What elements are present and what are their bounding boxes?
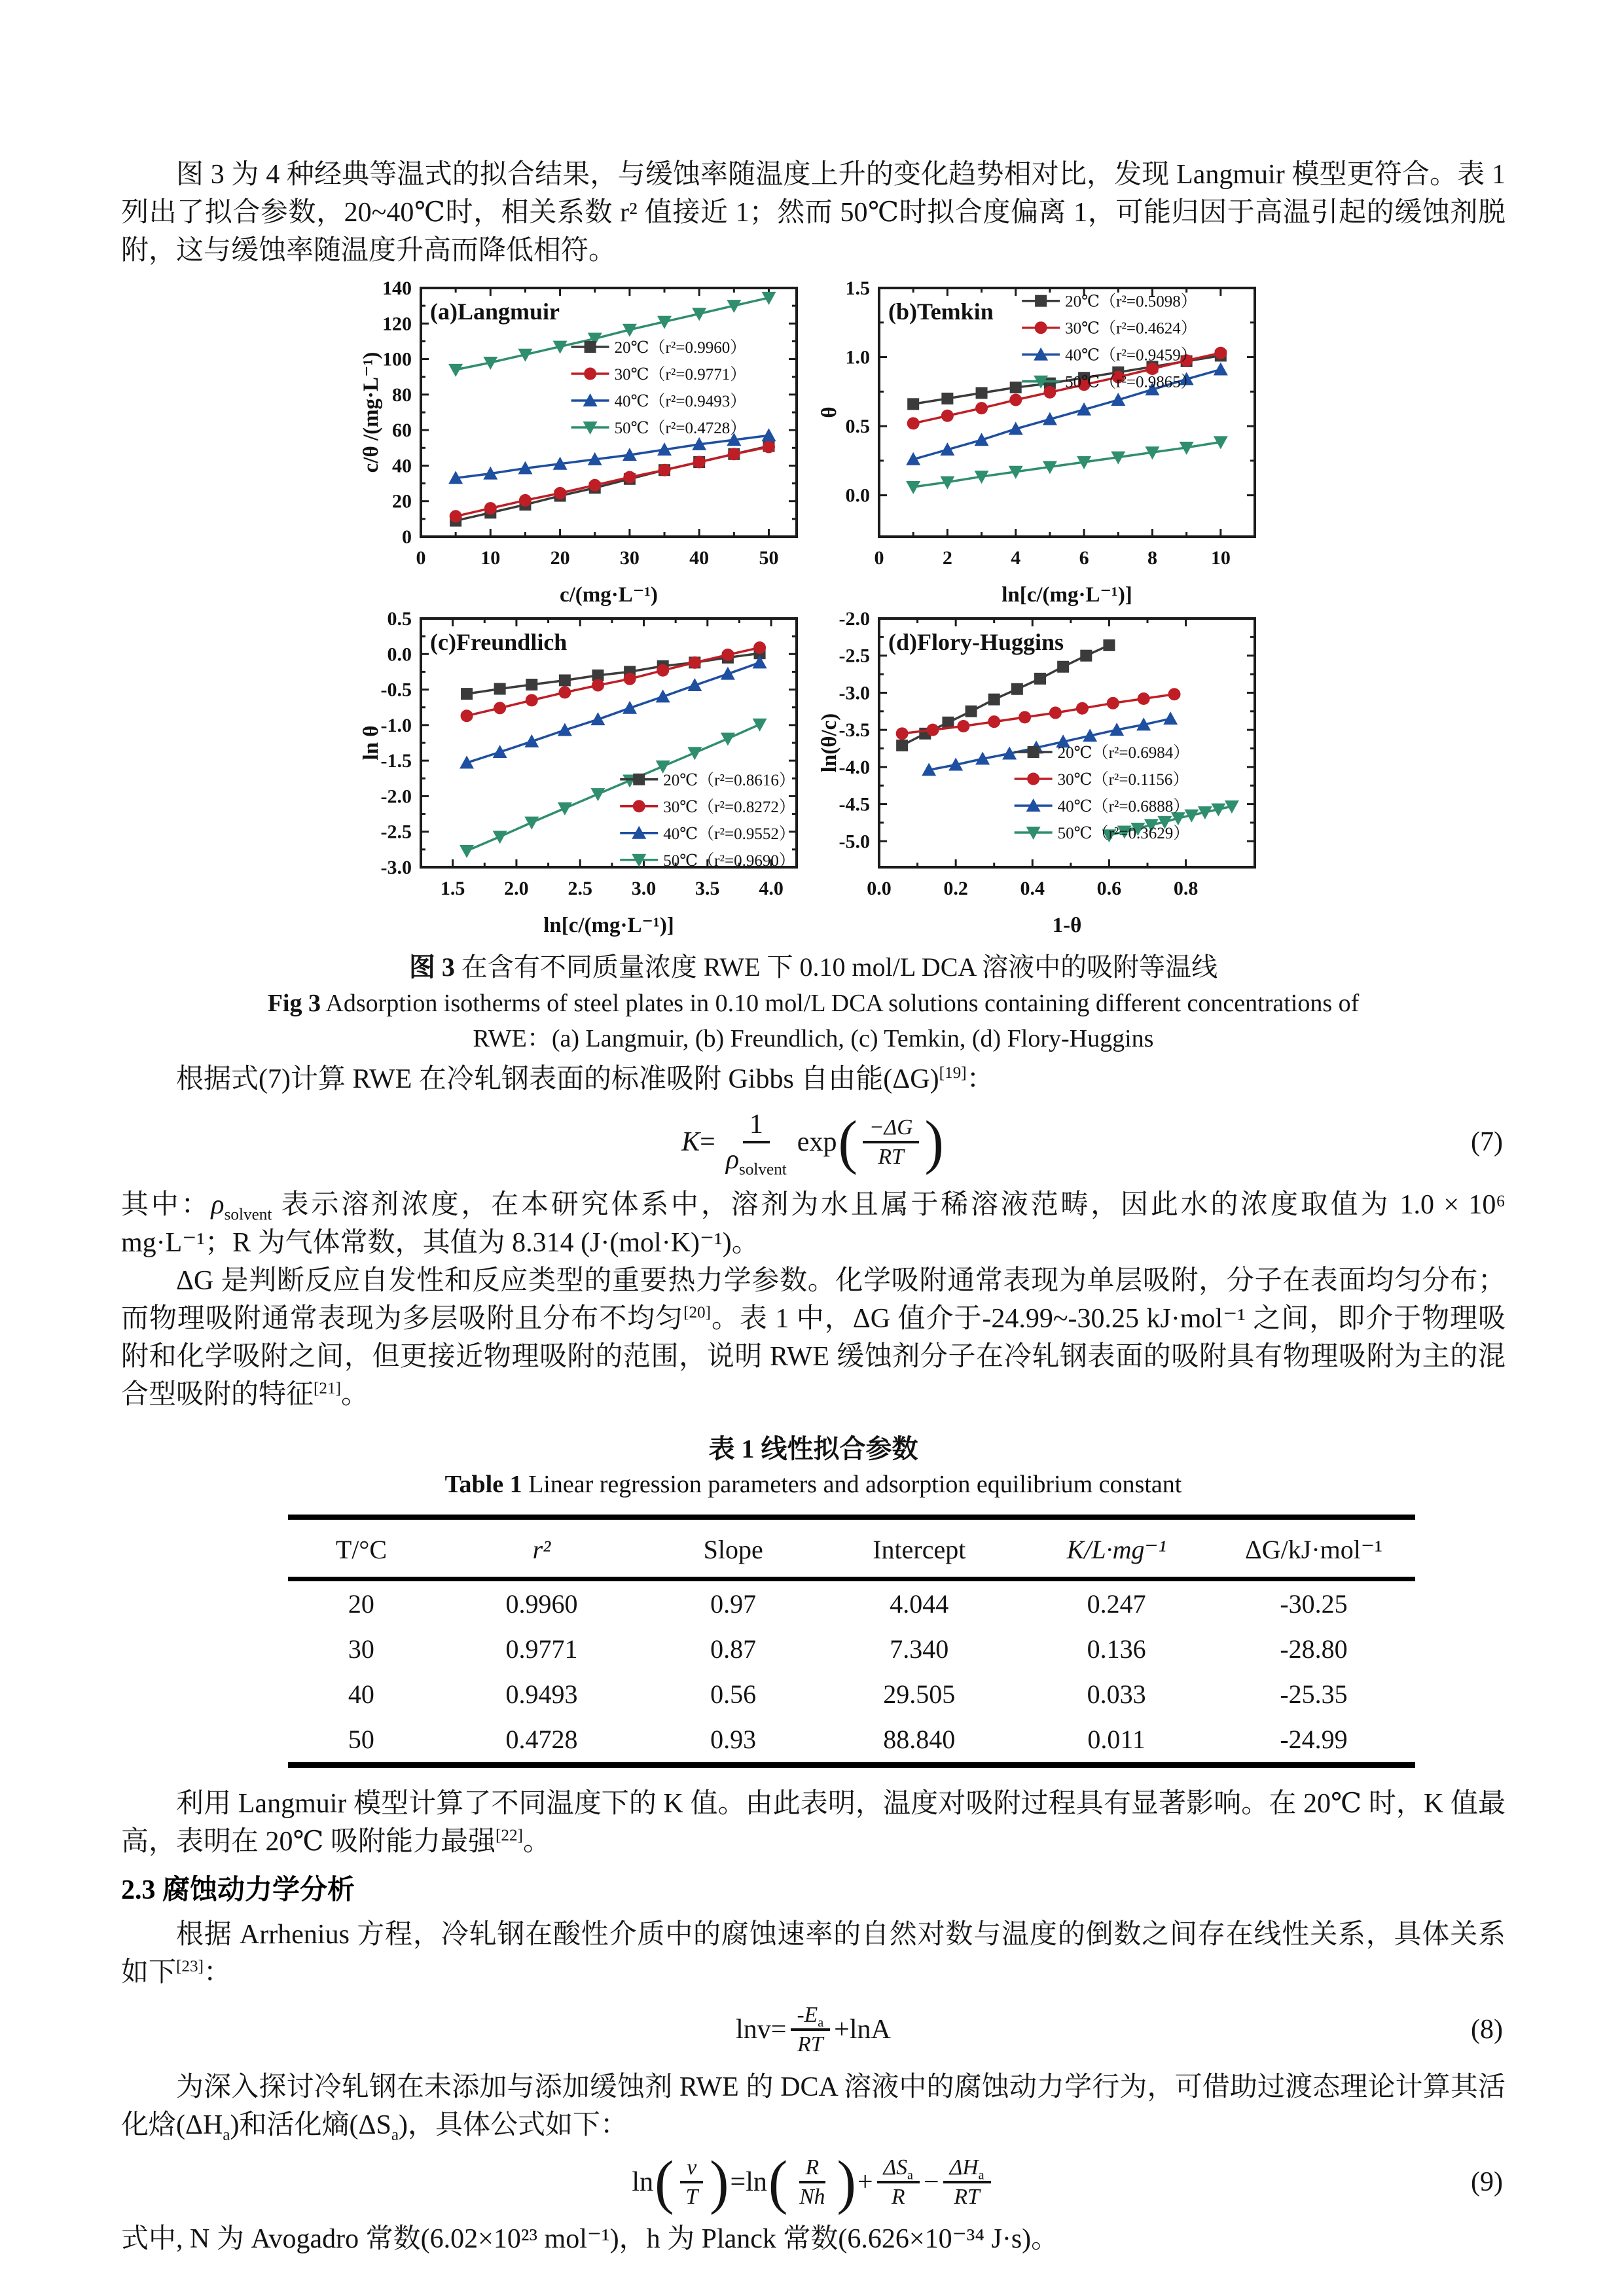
svg-text:-2.0: -2.0 [839, 609, 870, 630]
solvent-text: 表示溶剂浓度，在本研究体系中，溶剂为水且属于稀溶液范畴，因此水的浓度取值为 1.0 × 10⁶ mg·L⁻¹；R 为气体常数，其值为 8.314 (J·(mol·K)⁻¹)。 [121, 1190, 1506, 1259]
eq9-minus: − [923, 2166, 939, 2197]
legend-entry: 50℃（r²=0.3629） [1057, 825, 1189, 842]
kpara-period: 。 [522, 1827, 550, 1857]
eq9-fraction-H [943, 2156, 991, 2209]
deltaG-text-1: ΔG 是判断反应自发性和反应类型的重要热力学参数。化学吸附通常表现为单层吸附，分子在表面均匀分布；而物理吸附通常表现为多层吸附且分布不均匀 [121, 1266, 1506, 1335]
svg-text:20: 20 [550, 547, 570, 569]
figure-caption-cn-text: 在含有不同质量浓度 RWE 下 0.10 mol/L DCA 溶液中的吸附等温线 [454, 952, 1218, 982]
figure-caption-en-text: Adsorption isotherms of steel plates in 0.10 mol/L DCA solutions containing different concentrations of [321, 990, 1360, 1017]
cell: 0.93 [710, 1725, 757, 1755]
eq9-Ha [943, 2156, 991, 2183]
paragraph-gibbs [121, 1060, 1506, 1098]
cell: 4.044 [890, 1589, 949, 1619]
svg-text:0.4: 0.4 [1020, 878, 1045, 899]
cell: 40 [348, 1679, 374, 1710]
svg-text:50: 50 [758, 547, 778, 569]
series-line-1 [467, 648, 760, 716]
paragraph-solvent [121, 1186, 1506, 1262]
citation-22: [22] [495, 1827, 523, 1845]
gibbs-text: 根据式(7)计算 RWE 在冷轧钢表面的标准吸附 Gibbs 自由能(ΔG) [176, 1064, 939, 1094]
svg-text:140: 140 [382, 279, 412, 299]
svg-text:20: 20 [391, 490, 412, 512]
eq9-fraction-vT [679, 2156, 704, 2209]
table-caption-cn-text: 线性拟合参数 [754, 1434, 918, 1464]
col-K: K/L·mg⁻¹ [1020, 1517, 1212, 1579]
col-r-squared: r² [435, 1517, 649, 1579]
eq7-K: K [681, 1127, 700, 1158]
legend-entry: 20℃（r²=0.8616） [662, 771, 795, 789]
deep-Ha-subscript: a [223, 2126, 230, 2144]
eq7-fraction-1 [719, 1109, 793, 1179]
col-temperature: T/°C [288, 1517, 435, 1579]
equation-7-number: (7) [1471, 1127, 1503, 1158]
svg-text:-5.0: -5.0 [839, 831, 870, 853]
cell: 7.340 [890, 1634, 949, 1664]
cell: 0.033 [1087, 1679, 1146, 1710]
solvent-rho: ρ [211, 1190, 225, 1221]
citation-23: [23] [176, 1958, 204, 1976]
svg-text:1.0: 1.0 [845, 346, 870, 368]
figure-caption-en-label: Fig 3 [267, 990, 321, 1017]
eq9-deltaH: ΔH [949, 2155, 979, 2179]
legend-entry: 50℃（r²=0.9865） [1064, 373, 1197, 391]
legend-entry: 20℃（r²=0.9960） [614, 339, 746, 357]
svg-text:-2.5: -2.5 [839, 645, 870, 667]
charts-grid [355, 279, 1272, 940]
solvent-lead: 其中： [121, 1190, 211, 1221]
chart-flory-huggins [814, 609, 1272, 940]
cell: -25.35 [1280, 1679, 1348, 1710]
table-row [288, 1579, 1415, 1627]
eq8-lhs: lnv= [736, 2015, 787, 2045]
section-heading-2-3: 2.3 腐蚀动力学分析 [121, 1875, 355, 1906]
legend-entry: 50℃（r²=0.9690） [662, 852, 795, 870]
svg-text:8: 8 [1147, 547, 1157, 569]
figure-caption-cn-label: 图 3 [408, 952, 455, 982]
deep-Sa-subscript: a [391, 2126, 399, 2144]
eq9-equals: = [730, 2166, 746, 2197]
cell: 0.56 [710, 1679, 757, 1710]
table-caption-en-label: Table 1 [444, 1471, 522, 1499]
svg-text:0.6: 0.6 [1096, 878, 1121, 899]
svg-text:-0.5: -0.5 [380, 679, 412, 701]
eq7-equals: = [700, 1127, 715, 1158]
eq9-v: v [680, 2156, 703, 2183]
eq9-S-subscript: a [907, 2168, 913, 2183]
table-body [288, 1579, 1415, 1765]
cell: -30.25 [1280, 1589, 1348, 1619]
svg-text:3.0: 3.0 [631, 878, 656, 899]
eq9-H-subscript: a [978, 2168, 984, 2183]
cell: 0.87 [710, 1634, 757, 1664]
eq9-fraction-RNh [793, 2156, 831, 2209]
svg-text:10: 10 [480, 547, 500, 569]
svg-text:4: 4 [1010, 547, 1020, 569]
eq8-rhs: +lnA [834, 2015, 891, 2045]
plot-frame [421, 288, 797, 537]
deltaG-text-2: 。表 1 中，ΔG 值介于-24.99~-30.25 kJ·mol⁻¹ 之间，即介于物理吸附和化学吸附之间，但更接近物理吸附的范围，说明 RWE 缓蚀剂分子在冷轧钢表面的吸附具有物理吸附为主的混合型吸附的特征 [121, 1304, 1506, 1410]
table-caption-en [121, 1467, 1506, 1501]
svg-text:-2.5: -2.5 [380, 821, 412, 843]
equation-8-body [736, 2003, 891, 2056]
eq8-numerator [791, 2003, 831, 2031]
panel-title: (a)Langmuir [429, 298, 560, 325]
svg-text:-3.0: -3.0 [380, 857, 412, 878]
eq7-rho-subscript: solvent [739, 1160, 787, 1179]
svg-text:-1.5: -1.5 [380, 750, 412, 772]
panel-title: (c)Freundlich [429, 629, 567, 655]
legend-entry: 20℃（r²=0.6984） [1057, 744, 1189, 762]
citation-21: [21] [314, 1380, 341, 1398]
eq9-Nh: Nh [799, 2184, 825, 2209]
eq7-numerator: 1 [743, 1110, 770, 1143]
table-1 [288, 1515, 1415, 1768]
deltaG-text-3: 。 [340, 1380, 369, 1410]
legend-entry: 40℃（r²=0.9459） [1064, 346, 1197, 365]
eq9-deltaS: ΔS [883, 2155, 908, 2179]
arrhenius-text: 根据 Arrhenius 方程，冷轧钢在酸性介质中的腐蚀速率的自然对数与温度的倒数之间存在线性关系，具体关系如下 [121, 1920, 1506, 1988]
svg-text:6: 6 [1079, 547, 1089, 569]
figure-caption [121, 949, 1506, 1056]
svg-text:100: 100 [382, 348, 412, 370]
citation-20: [20] [683, 1304, 712, 1322]
eq9-H-denominator: RT [954, 2184, 980, 2209]
svg-text:80: 80 [391, 384, 412, 406]
deep-text-3: )，具体公式如下： [399, 2109, 628, 2140]
panel-title: (d)Flory-Huggins [888, 629, 1064, 655]
paragraph-K-values [121, 1785, 1506, 1861]
svg-text:40: 40 [689, 547, 709, 569]
citation-19: [19] [939, 1064, 967, 1082]
eq8-fraction [791, 2003, 831, 2056]
paragraph-arrhenius [121, 1916, 1506, 1992]
svg-text:0.8: 0.8 [1173, 878, 1198, 899]
cell: 30 [348, 1634, 374, 1664]
equation-9-number: (9) [1471, 2166, 1503, 2197]
eq9-ln2: ln [746, 2166, 767, 2197]
svg-text:-3.5: -3.5 [839, 719, 870, 742]
svg-text:60: 60 [391, 420, 412, 442]
eq7-fraction-2 [863, 1116, 920, 1169]
table-caption-cn [121, 1431, 1506, 1467]
col-intercept: Intercept [818, 1517, 1020, 1579]
paragraph-deep-dive [121, 2068, 1506, 2144]
x-axis-label: ln[c/(mg·L⁻¹)] [1001, 583, 1132, 607]
y-axis-label: c/θ /(mg·L⁻¹) [359, 351, 383, 473]
col-deltaG: ΔG/kJ·mol⁻¹ [1212, 1517, 1415, 1579]
eq8-Ea: -E [797, 2003, 818, 2028]
x-axis-label: c/(mg·L⁻¹) [559, 583, 658, 607]
x-axis-label: ln[c/(mg·L⁻¹)] [543, 914, 674, 937]
equation-7 [121, 1108, 1506, 1179]
legend-entry: 40℃（r²=0.6888） [1057, 798, 1189, 816]
eq8-RT: RT [797, 2032, 823, 2057]
svg-text:10: 10 [1210, 547, 1231, 569]
cell: 0.011 [1087, 1725, 1146, 1755]
legend-entry: 30℃（r²=0.9771） [614, 366, 746, 384]
svg-text:0.0: 0.0 [387, 643, 412, 666]
svg-text:-4.5: -4.5 [839, 793, 870, 816]
svg-text:30: 30 [619, 547, 640, 569]
x-axis-label: 1-θ [1052, 914, 1081, 937]
eq9-fraction-S [877, 2156, 920, 2209]
cell: -24.99 [1280, 1725, 1348, 1755]
figure-caption-en-line1 [121, 986, 1506, 1021]
series-line-2 [467, 662, 760, 762]
svg-text:-1.0: -1.0 [380, 714, 412, 736]
svg-text:0.5: 0.5 [387, 609, 412, 630]
cell: 0.247 [1087, 1589, 1146, 1619]
deep-text-2: )和活化熵(ΔS [230, 2109, 391, 2140]
eq7-deltaG: −ΔG [863, 1116, 920, 1143]
equation-9 [121, 2148, 1506, 2216]
svg-text:2.0: 2.0 [503, 878, 529, 899]
y-axis-label: ln θ [359, 725, 383, 761]
svg-text:40: 40 [391, 455, 412, 477]
eq7-denominator [719, 1143, 793, 1179]
svg-text:0.0: 0.0 [845, 484, 870, 507]
table-header [288, 1517, 1415, 1579]
eq8-Ea-subscript: a [818, 2015, 824, 2030]
svg-text:0: 0 [874, 547, 884, 569]
equation-8-number: (8) [1471, 2015, 1503, 2045]
legend-entry: 30℃（r²=0.4624） [1064, 319, 1197, 338]
cell: 0.9771 [505, 1634, 578, 1664]
chart-langmuir [355, 279, 814, 609]
svg-text:0: 0 [416, 547, 425, 569]
svg-text:1.5: 1.5 [845, 279, 870, 299]
cell: 0.9493 [505, 1679, 578, 1710]
cell: 88.840 [883, 1725, 956, 1755]
figure-caption-cn [121, 949, 1506, 986]
legend-entry: 40℃（r²=0.9552） [662, 825, 795, 843]
svg-text:0.5: 0.5 [845, 416, 870, 438]
cell: 20 [348, 1589, 374, 1619]
equation-7-body: K = $\frac{1}{\rho_{solvent}}$ exp ( $\frac{-\Delta G}{RT}$ ) [681, 1108, 944, 1179]
svg-text:-2.0: -2.0 [380, 785, 412, 808]
cell: 50 [348, 1725, 374, 1755]
cell: 0.136 [1087, 1634, 1146, 1664]
col-slope: Slope [649, 1517, 818, 1579]
solvent-subscript: solvent [224, 1206, 272, 1224]
cell: 0.9960 [505, 1589, 578, 1619]
paragraph-intro: 图 3 为 4 种经典等温式的拟合结果，与缓蚀率随温度上升的变化趋势相对比，发现 Langmuir 模型更符合。表 1 列出了拟合参数，20~40℃时，相关系数 r² 值接近 1；然而 50℃时拟合度偏离 1，可能归因于高温引起的缓蚀剂脱附，这与缓蚀率随温度升高而降低相符。 [121, 160, 1506, 266]
equation-8 [121, 2003, 1506, 2056]
legend-entry: 30℃（r²=0.8272） [662, 798, 795, 816]
series-line-3 [913, 442, 1221, 487]
eq9-plus: + [857, 2166, 873, 2197]
chart-temkin [814, 279, 1272, 609]
svg-text:3.5: 3.5 [695, 878, 720, 899]
svg-text:2.5: 2.5 [567, 878, 592, 899]
svg-text:1.5: 1.5 [440, 878, 465, 899]
svg-text:2: 2 [942, 547, 952, 569]
figure-3 [121, 279, 1506, 1056]
kpara-text: 利用 Langmuir 模型计算了不同温度下的 K 值。由此表明，温度对吸附过程具有显著影响。在 20℃ 时，K 值最高，表明在 20℃ 吸附能力最强 [121, 1789, 1506, 1857]
legend-entry: 50℃（r²=0.4728） [614, 420, 746, 437]
svg-text:0: 0 [401, 526, 412, 548]
eq7-RT: RT [878, 1145, 904, 1170]
svg-text:0.2: 0.2 [943, 878, 968, 899]
cell: 0.97 [710, 1589, 757, 1619]
panel-title: (b)Temkin [888, 298, 994, 325]
cell: 29.505 [883, 1679, 956, 1710]
eq9-ln1: ln [632, 2166, 654, 2197]
table-caption-cn-label: 表 1 [708, 1434, 755, 1464]
table-row [288, 1717, 1415, 1765]
table-header-row [288, 1517, 1415, 1579]
svg-text:120: 120 [382, 313, 412, 335]
svg-text:4.0: 4.0 [758, 878, 784, 899]
svg-text:0.0: 0.0 [866, 878, 892, 899]
eq7-exp: exp [797, 1127, 837, 1158]
table-row [288, 1626, 1415, 1672]
cell: 0.4728 [505, 1725, 578, 1755]
gibbs-colon: ： [966, 1064, 994, 1094]
legend-entry: 40℃（r²=0.9493） [614, 393, 746, 410]
deep-text-1: 为深入探讨冷轧钢在未添加与添加缓蚀剂 RWE 的 DCA 溶液中的腐蚀动力学行为，可借助过渡态理论计算其活化焓(ΔH [121, 2072, 1506, 2140]
svg-text:-3.0: -3.0 [839, 682, 870, 704]
chart-freundlich [355, 609, 814, 940]
svg-text:-4.0: -4.0 [839, 756, 870, 778]
eq9-T: T [685, 2184, 698, 2209]
equation-9-body: ln ( $\frac{v}{T}$ ) = ln ( $\frac{R}{Nh}$ ) + $\frac{\Delta S_a}{R}$ − $\frac{\Delta H_a}{RT}$ [632, 2156, 994, 2209]
arrhenius-colon: ： [203, 1958, 231, 1988]
y-axis-label: ln(θ/c) [817, 713, 841, 773]
eq9-S-denominator: R [891, 2184, 905, 2209]
table-caption-en-text: Linear regression parameters and adsorption equilibrium constant [522, 1471, 1182, 1499]
table-row [288, 1672, 1415, 1717]
eq9-Sa [877, 2156, 920, 2183]
eq7-rho: ρ [725, 1145, 740, 1175]
cell: -28.80 [1280, 1634, 1348, 1664]
y-axis-label: θ [817, 406, 841, 418]
paragraph-deltaG [121, 1262, 1506, 1414]
series-line-0 [467, 653, 760, 694]
figure-caption-en-line2: RWE：(a) Langmuir, (b) Freundlich, (c) Temkin, (d) Flory-Huggins [473, 1025, 1154, 1052]
paragraph-constants: 式中, N 为 Avogadro 常数(6.02×10²³ mol⁻¹)，h 为 Planck 常数(6.626×10⁻³⁴ J·s)。 [121, 2224, 1059, 2255]
eq9-R: R [799, 2156, 826, 2183]
legend-entry: 20℃（r²=0.5098） [1064, 293, 1197, 311]
legend-entry: 30℃（r²=0.1156） [1057, 771, 1189, 789]
